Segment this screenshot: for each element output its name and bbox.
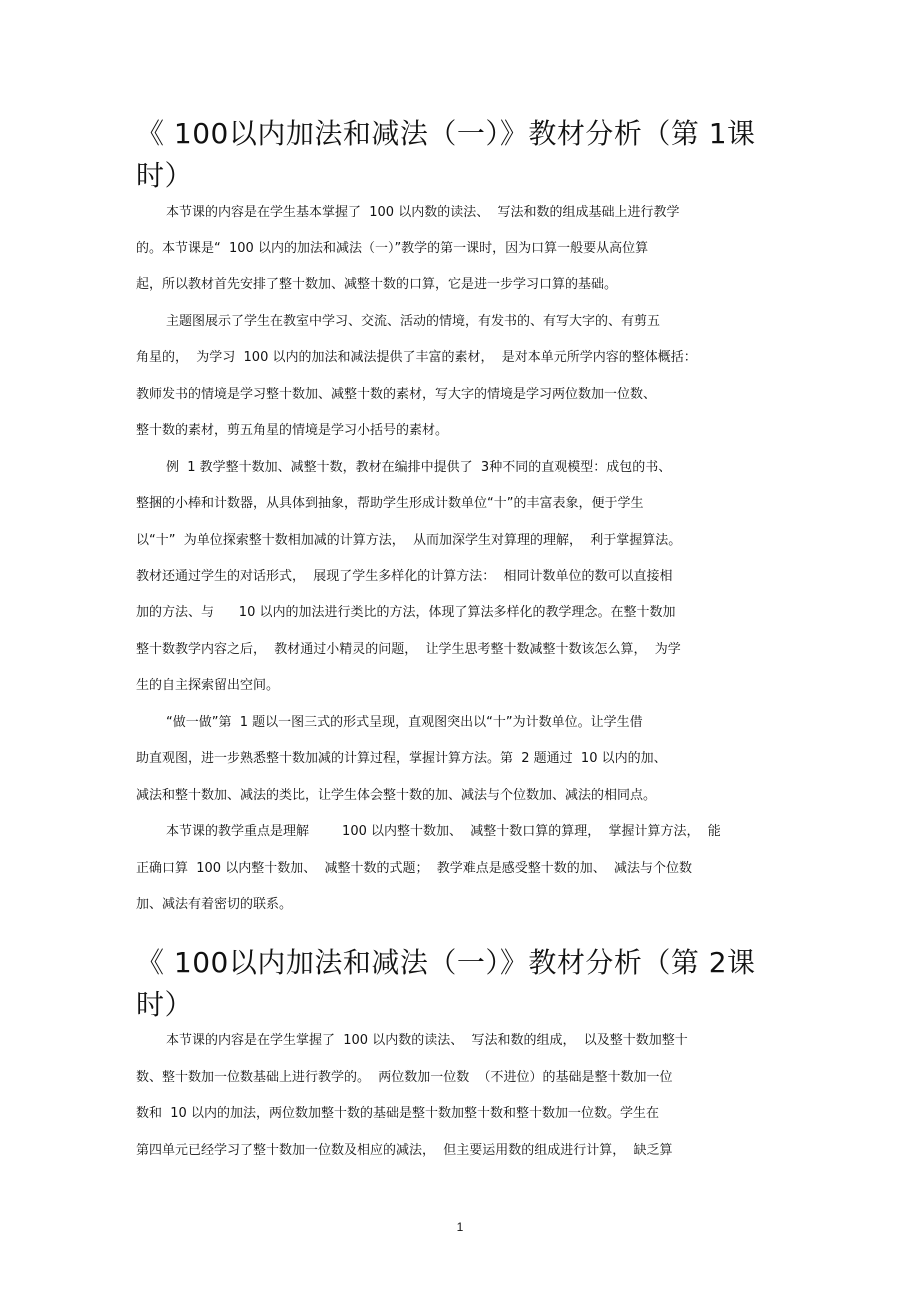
- section-1-line: 整捆的小棒和计数器，从具体到抽象，帮助学生形成计数单位“十”的丰富表象，便于学生: [136, 496, 644, 511]
- section-1-line: 主题图展示了学生在教室中学习、交流、活动的情境，有发书的、有写大字的、有剪五: [166, 314, 661, 329]
- section-1-line: 教材还通过学生的对话形式， 展现了学生多样化的计算方法： 相同计数单位的数可以直接相: [136, 569, 673, 584]
- section-1-line: 本节课的教学重点是理解 100 以内整十数加、 减整十数口算的算理， 掌握计算方法， 能: [166, 824, 721, 839]
- section-1-line: 教师发书的情境是学习整十数加、减整十数的素材，写大字的情境是学习两位数加一位数、: [136, 387, 657, 402]
- section-1-line: 加、减法有着密切的联系。: [136, 897, 293, 912]
- section-2-line: 本节课的内容是在学生掌握了 100 以内数的读法、 写法和数的组成， 以及整十数加整十: [166, 1033, 688, 1048]
- section-1-line: 正确口算 100 以内整十数加、 减整十数的式题； 教学难点是感受整十数的加、 减法与个位数: [136, 861, 693, 876]
- section-1-line: 生的自主探索留出空间。: [136, 678, 280, 693]
- section-1-line: 本节课的内容是在学生基本掌握了 100 以内数的读法、 写法和数的组成基础上进行教学: [166, 205, 680, 220]
- section-1-line: 角星的， 为学习 100 以内的加法和减法提供了丰富的素材， 是对本单元所学内容的整体概括：: [136, 350, 697, 365]
- section-2-line: 数、整十数加一位数基础上进行教学的。 两位数加一位数 （不进位）的基础是整十数加一位: [136, 1070, 673, 1085]
- section-1-line: 以“十” 为单位探索整十数相加减的计算方法， 从而加深学生对算理的理解， 利于掌握算法。: [136, 533, 682, 548]
- section-1-line: 例 1 教学整十数加、减整十数，教材在编排中提供了 3种不同的直观模型：成包的书、: [166, 460, 672, 475]
- page-number: 1: [456, 1220, 464, 1234]
- section-1-line: “做一做”第 1 题以一图三式的形式呈现，直观图突出以“十”为计数单位。让学生借: [166, 715, 643, 730]
- section-1-line: 的。本节课是“ 100 以内的加法和减法（一）”教学的第一课时，因为口算一般要从高位算: [136, 241, 649, 256]
- section-1-line: 助直观图，进一步熟悉整十数加减的计算过程，掌握计算方法。第 2 题通过 10 以内的加、: [136, 751, 667, 766]
- section-1-title: 《 100以内加法和减法（一）》教材分析（第 1课时）: [136, 117, 756, 192]
- section-2-title: 《 100以内加法和减法（一）》教材分析（第 2课时）: [136, 946, 756, 1021]
- section-1-line: 减法和整十数加、减法的类比，让学生体会整十数的加、减法与个位数加、减法的相同点。: [136, 788, 657, 803]
- section-2-line: 数和 10 以内的加法，两位数加整十数的基础是整十数加整十数和整十数加一位数。学生在: [136, 1106, 659, 1121]
- section-2-line: 第四单元已经学习了整十数加一位数及相应的减法， 但主要运用数的组成进行计算， 缺乏算: [136, 1143, 673, 1158]
- section-1-line: 整十数教学内容之后， 教材通过小精灵的问题， 让学生思考整十数减整十数该怎么算， 为学: [136, 642, 681, 657]
- section-1-line: 整十数的素材，剪五角星的情境是学习小括号的素材。: [136, 423, 449, 438]
- section-1-line: 起，所以教材首先安排了整十数加、减整十数的口算，它是进一步学习口算的基础。: [136, 277, 618, 292]
- section-1-line: 加的方法、与 10 以内的加法进行类比的方法，体现了算法多样化的教学理念。在整十数加: [136, 605, 676, 620]
